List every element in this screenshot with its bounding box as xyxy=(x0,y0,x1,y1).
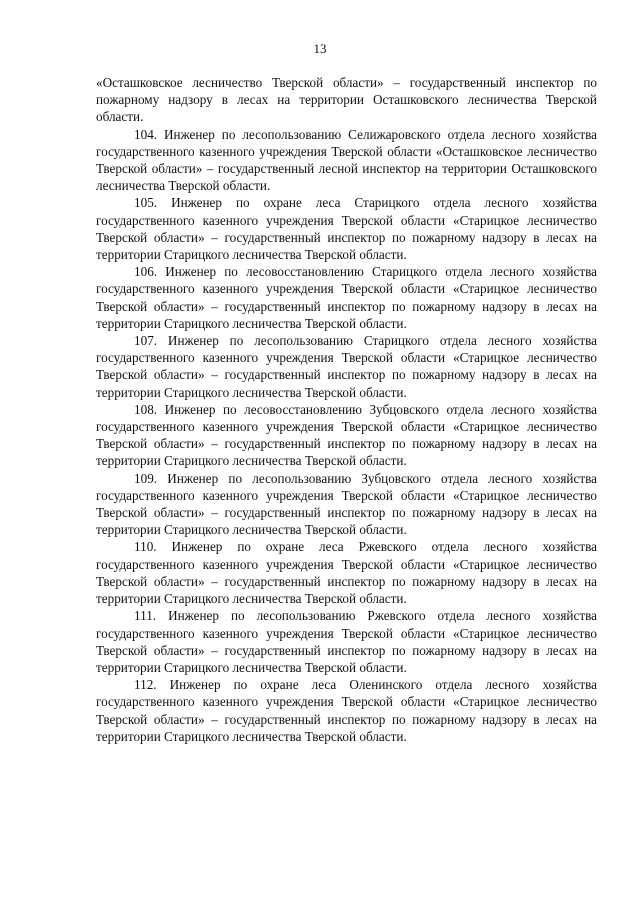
paragraph-104: 104. Инженер по лесопользованию Селижаровского отдела лесного хозяйства государственного казенного учреждения Тверской области «Осташковское лесничество Тверской области» – государственный лесной инспектор на территории Осташковского лесничества Тверской области. xyxy=(96,126,597,194)
paragraph-111: 111. Инженер по лесопользованию Ржевского отдела лесного хозяйства государственного казенного учреждения Тверской области «Старицкое лесничество Тверской области» – государственный инспектор по пожарному надзору в лесах на территории Старицкого лесничества Тверской области. xyxy=(96,608,597,675)
paragraph-109: 109. Инженер по лесопользованию Зубцовского отдела лесного хозяйства государственного казенного учреждения Тверской области «Старицкое лесничество Тверской области» – государственный инспектор по пожарному надзору в лесах на территории Старицкого лесничества Тверской области. xyxy=(96,470,597,538)
document-body xyxy=(96,74,597,745)
paragraph-110: 110. Инженер по охране леса Ржевского отдела лесного хозяйства государственного казенного учреждения Тверской области «Старицкое лесничество Тверской области» – государственный инспектор по пожарному надзору в лесах на территории Старицкого лесничества Тверской области. xyxy=(96,539,597,607)
paragraph-106: 106. Инженер по лесовосстановлению Старицкого отдела лесного хозяйства государственного казенного учреждения Тверской области «Старицкое лесничество Тверской области» – государственный инспектор по пожарному надзору в лесах на территории Старицкого лесничества Тверской области. xyxy=(96,264,597,331)
paragraph-112: 112. Инженер по охране леса Оленинского отдела лесного хозяйства государственного казенного учреждения Тверской области «Старицкое лесничество Тверской области» – государственный инспектор по пожарному надзору в лесах на территории Старицкого лесничества Тверской области. xyxy=(96,677,597,744)
page-number: 13 xyxy=(313,41,327,56)
paragraph-108: 108. Инженер по лесовосстановлению Зубцовского отдела лесного хозяйства государственного казенного учреждения Тверской области «Старицкое лесничество Тверской области» – государственный инспектор по пожарному надзору в лесах на территории Старицкого лесничества Тверской области. xyxy=(96,401,597,469)
paragraph-105: 105. Инженер по охране леса Старицкого отдела лесного хозяйства государственного казенного учреждения Тверской области «Старицкое лесничество Тверской области» – государственный инспектор по пожарному надзору в лесах на территории Старицкого лесничества Тверской области. xyxy=(96,195,597,263)
paragraph-continuation: «Осташковское лесничество Тверской области» – государственный инспектор по пожарному надзору в лесах на территории Осташковского лесничества Тверской области. xyxy=(96,75,597,125)
paragraph-107: 107. Инженер по лесопользованию Старицкого отдела лесного хозяйства государственного казенного учреждения Тверской области «Старицкое лесничество Тверской области» – государственный инспектор по пожарному надзору в лесах на территории Старицкого лесничества Тверской области. xyxy=(96,333,597,400)
